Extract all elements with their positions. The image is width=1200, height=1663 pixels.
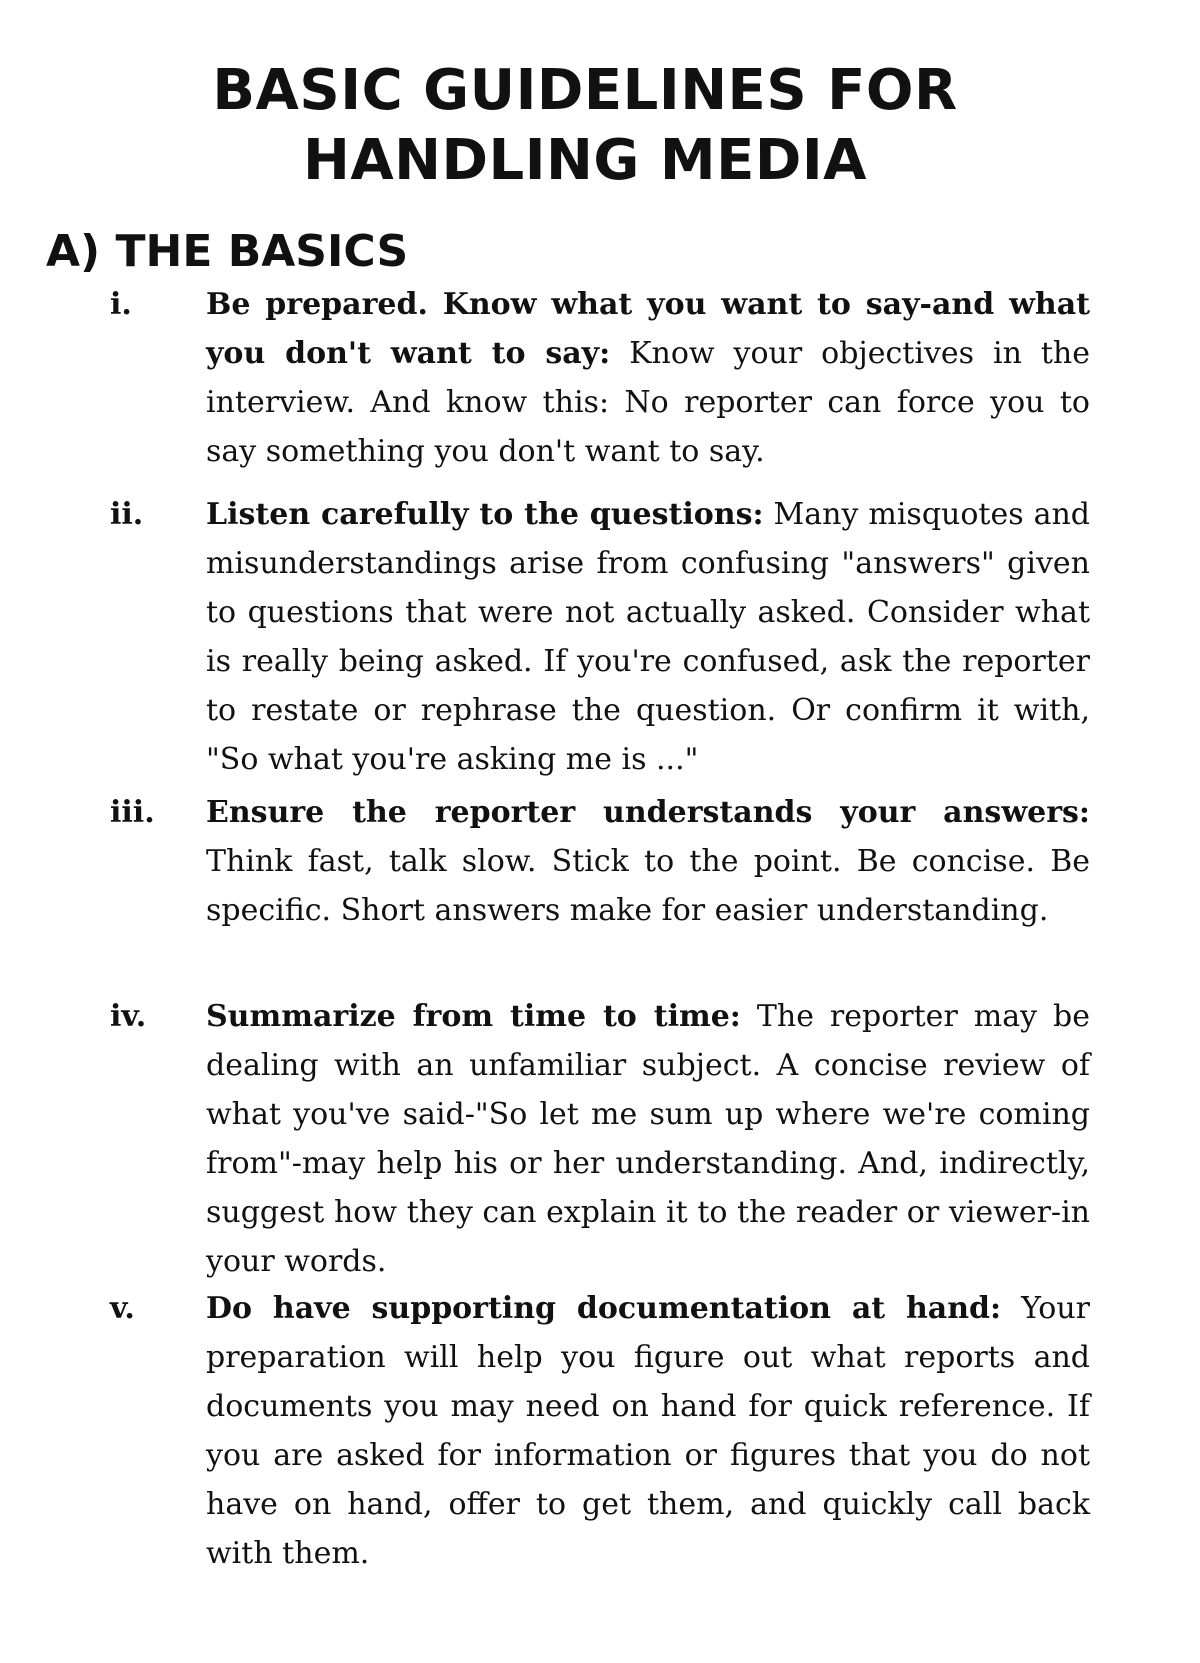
title-line-1: BASIC GUIDELINES FOR (212, 58, 958, 123)
item-text: Your preparation will help you figure out what reports and documents you may need on hand for quick reference. If you are asked for information or figures that you do not have on hand, offer to get them, and quickly call back with them. (206, 1291, 1090, 1571)
item-text: Think fast, talk slow. Stick to the point. Be concise. Be specific. Short answers make for easier understanding. (206, 844, 1090, 928)
item-numeral: i. (110, 287, 132, 322)
item-text: Many misquotes and misunderstandings arise from confusing "answers" given to questions that were not actually asked. Consider what is really being asked. If you're confused, ask the reporter to restate or rephrase the question. Or confirm it with, "So what you're asking me is ..." (206, 497, 1090, 777)
item-body (206, 788, 1090, 935)
item-body (206, 1284, 1090, 1578)
item-text: The reporter may be dealing with an unfamiliar subject. A concise review of what you've said-"So let me sum up where we're coming from"-may help his or her understanding. And, indirectly, suggest how they can explain it to the reader or viewer-in your words. (206, 999, 1090, 1279)
item-lead: Do have supporting documentation at hand: (206, 1291, 1002, 1326)
title-line-2: HANDLING MEDIA (302, 128, 868, 193)
item-numeral: v. (110, 1291, 135, 1326)
section-heading: A) THE BASICS (46, 226, 409, 277)
item-text: Know your objectives in the interview. And know this: No reporter can force you to say something you don't want to say. (206, 336, 1090, 469)
item-lead: Listen carefully to the questions: (206, 497, 764, 532)
item-numeral: iii. (110, 795, 155, 830)
item-numeral: iv. (110, 999, 147, 1034)
item-numeral: ii. (110, 497, 144, 532)
item-body (206, 280, 1090, 476)
item-body (206, 992, 1090, 1286)
item-body (206, 490, 1090, 784)
item-lead: Summarize from time to time: (206, 999, 741, 1034)
item-lead: Be prepared. Know what you want to say-and what you don't want to say: (206, 287, 1090, 371)
item-lead: Ensure the reporter understands your answers: (206, 795, 1090, 830)
page-title (0, 56, 1170, 196)
